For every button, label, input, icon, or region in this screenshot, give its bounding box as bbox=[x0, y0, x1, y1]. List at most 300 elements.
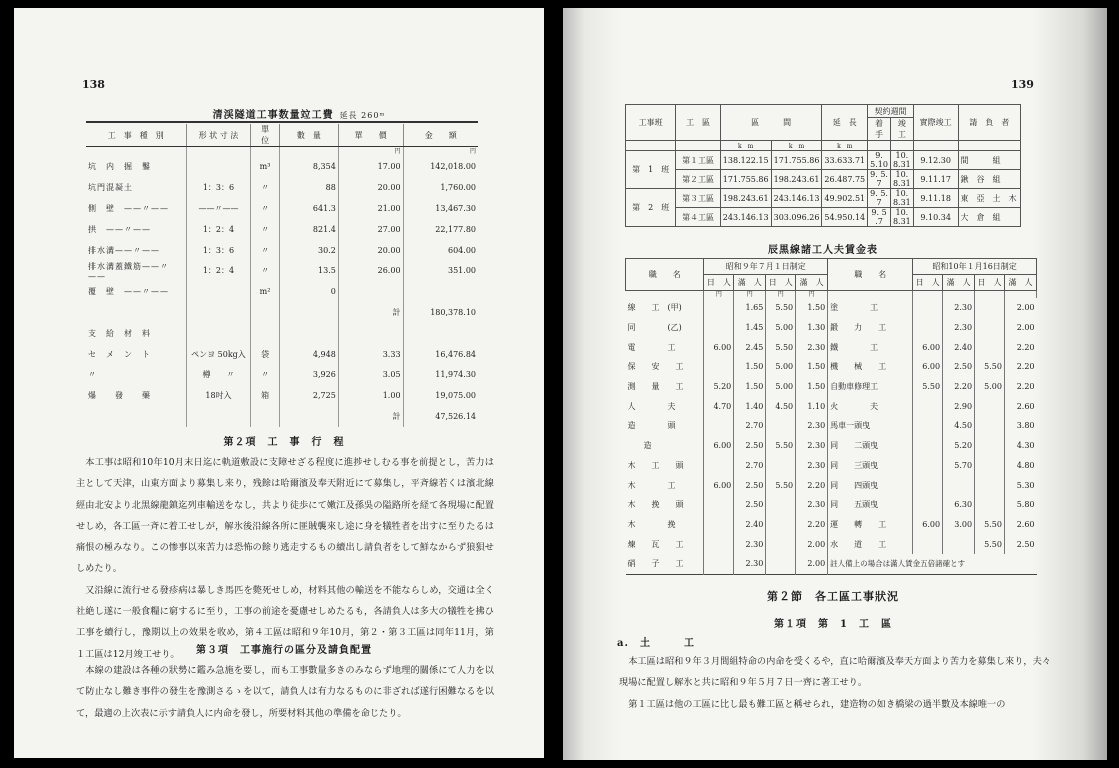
table-cell: 0 bbox=[279, 281, 338, 302]
table-cell bbox=[704, 495, 734, 515]
table-cell: 54.950.14 bbox=[822, 208, 868, 227]
header-cell: 滿 人 bbox=[943, 275, 975, 291]
t2-header-row bbox=[626, 259, 1037, 275]
header-cell: 日 人 bbox=[766, 275, 796, 291]
table-cell: 箱 bbox=[251, 385, 280, 406]
table-cell: 同 三頭曳 bbox=[828, 456, 913, 476]
table-cell: 第４工區 bbox=[676, 208, 720, 227]
header-cell: 工 區 bbox=[676, 105, 720, 141]
table-cell: 〃 bbox=[251, 177, 280, 198]
table-cell bbox=[704, 416, 734, 436]
table-cell: 3.33 bbox=[338, 344, 403, 365]
table-cell bbox=[704, 456, 734, 476]
unit-cell: k m bbox=[771, 141, 822, 151]
header-cell: 金 額 bbox=[403, 124, 478, 147]
subsection-title: 第１項 第 1 工 區 bbox=[774, 619, 892, 630]
table-cell: 2.50 bbox=[943, 357, 975, 377]
table-row bbox=[86, 219, 478, 240]
t1-row bbox=[626, 151, 1021, 170]
table-cell: 5.20 bbox=[704, 377, 734, 397]
header-cell: 昭和９年７月１日制定 bbox=[704, 259, 828, 275]
unit-cell bbox=[676, 141, 720, 151]
table-cell: 9.11.18 bbox=[913, 189, 958, 208]
unit-cell bbox=[913, 291, 943, 299]
table-cell: 2.40 bbox=[734, 515, 766, 535]
unit-cell bbox=[251, 147, 280, 157]
unit-cell bbox=[943, 291, 975, 299]
table-cell: 9. 5.10 bbox=[868, 151, 891, 170]
table-cell: 〃 bbox=[86, 364, 186, 385]
table-cell: 9. 5. 7 bbox=[868, 189, 891, 208]
table-cell: 2.00 bbox=[1016, 323, 1035, 333]
table-cell: 第２工區 bbox=[676, 170, 720, 189]
table-cell: 3.05 bbox=[338, 364, 403, 385]
table-cell: 1.40 bbox=[734, 396, 766, 416]
table-cell: 5.30 bbox=[1016, 480, 1035, 490]
section-2-body bbox=[76, 452, 494, 665]
table-cell bbox=[975, 416, 1005, 436]
table-cell: 排水溝蓋鐵筋——〃—— bbox=[86, 260, 186, 281]
unit-cell: k m bbox=[720, 141, 771, 151]
table-cell: 第３工區 bbox=[676, 189, 720, 208]
table-cell bbox=[913, 298, 943, 318]
table-cell bbox=[186, 157, 251, 178]
table-cell: 〃 bbox=[251, 219, 280, 240]
table-cell: 2.60 bbox=[1016, 519, 1035, 529]
table-cell: 2.30 bbox=[796, 495, 828, 515]
table-cell: ——〃—— bbox=[186, 198, 251, 219]
unit-cell bbox=[890, 141, 913, 151]
table-cell: 9.10.34 bbox=[913, 208, 958, 227]
table-cell: セ メ ン ト bbox=[86, 344, 186, 365]
table-cell: 2.20 bbox=[1016, 382, 1035, 392]
table-cell: 硝 子 工 bbox=[626, 554, 704, 574]
t2-row bbox=[626, 318, 1037, 338]
unit-cell bbox=[626, 141, 676, 151]
unit-cell bbox=[958, 141, 1020, 151]
section-2-title: 第２項 工 事 行 程 bbox=[223, 437, 345, 448]
header-cell: 滿 人 bbox=[1004, 275, 1036, 291]
header-cell: 工事班 bbox=[626, 105, 676, 141]
table-cell: 5.50 bbox=[975, 357, 1005, 377]
table-cell: 303.096.26 bbox=[771, 208, 822, 227]
table-cell: 支 給 材 料 bbox=[86, 323, 186, 344]
table-cell: 1.65 bbox=[734, 298, 766, 318]
table-cell: 運 轉 工 bbox=[828, 515, 913, 535]
table-cell: 6.30 bbox=[943, 495, 975, 515]
table-cell: 142,018.00 bbox=[430, 162, 476, 172]
table-cell: 同 四頭曳 bbox=[828, 475, 913, 495]
t2-row bbox=[626, 357, 1037, 377]
table-cell: 2.50 bbox=[734, 436, 766, 456]
table-cell: 間 組 bbox=[958, 151, 1020, 170]
table-row bbox=[86, 198, 478, 219]
table-cell: 9.11.17 bbox=[913, 170, 958, 189]
table-cell: 5.50 bbox=[766, 337, 796, 357]
table-cell bbox=[279, 323, 338, 344]
table-cell: 馬車一頭曳 bbox=[828, 416, 913, 436]
unit-cell: 円 bbox=[766, 291, 796, 299]
table-cell bbox=[766, 534, 796, 554]
t1-row bbox=[626, 189, 1021, 208]
table-cell bbox=[943, 475, 975, 495]
header-cell: 數 量 bbox=[279, 124, 338, 147]
table-cell bbox=[975, 337, 1005, 357]
table-row bbox=[86, 323, 478, 344]
table-cell bbox=[913, 534, 943, 554]
unit-cell bbox=[86, 147, 186, 157]
table-cell: 大 倉 組 bbox=[958, 208, 1020, 227]
t2-row bbox=[626, 515, 1037, 535]
table-cell: 6.00 bbox=[704, 337, 734, 357]
table-row bbox=[86, 344, 478, 365]
table-row bbox=[86, 385, 478, 406]
table-cell: 坑門混凝土 bbox=[86, 177, 186, 198]
table-cell: 線 工 (甲) bbox=[626, 298, 704, 318]
table-header-row bbox=[86, 124, 478, 147]
table-cell bbox=[279, 302, 338, 323]
table-cell: 16,476.84 bbox=[435, 349, 476, 359]
header-cell: 請 負 者 bbox=[958, 105, 1020, 141]
unit-cell: 円 bbox=[338, 147, 403, 157]
table-cell: 2.00 bbox=[796, 554, 828, 574]
table-cell: 2.70 bbox=[734, 456, 766, 476]
table-cell: 198.243.61 bbox=[720, 189, 771, 208]
table-cell: 木 挽 頭 bbox=[626, 495, 704, 515]
contractor-table bbox=[625, 104, 1021, 227]
table-cell: 2.30 bbox=[943, 318, 975, 338]
table-cell: 煉 瓦 工 bbox=[626, 534, 704, 554]
unit-cell: 円 bbox=[469, 147, 476, 155]
header-cell: 職 名 bbox=[626, 259, 704, 291]
table-cell: 拱 ——〃—— bbox=[86, 219, 186, 240]
table-cell: 604.00 bbox=[448, 245, 476, 255]
table-cell: 10. 8.31 bbox=[890, 208, 913, 227]
table-cell: 東 亞 土 木 bbox=[958, 189, 1020, 208]
table-cell: 2.30 bbox=[796, 456, 828, 476]
table-row bbox=[86, 281, 478, 302]
table-cell: 水 道 工 bbox=[828, 534, 913, 554]
chapter-title: 第２節 各工區工事狀況 bbox=[767, 590, 899, 603]
table-cell bbox=[975, 318, 1005, 338]
table-cell: 2.20 bbox=[943, 377, 975, 397]
table-cell: 10. 8.31 bbox=[890, 170, 913, 189]
table-cell: 2.45 bbox=[734, 337, 766, 357]
table-cell bbox=[279, 406, 338, 427]
table-cell: 2,725 bbox=[279, 385, 338, 406]
table-cell: 測 量 工 bbox=[626, 377, 704, 397]
unit-cell: 円 bbox=[704, 291, 734, 299]
table-cell: 9.12.30 bbox=[913, 151, 958, 170]
header-cell: 單 位 bbox=[251, 124, 280, 147]
table-cell: 5.20 bbox=[943, 436, 975, 456]
table-cell: 351.00 bbox=[448, 266, 476, 276]
table-cell: 電 工 bbox=[626, 337, 704, 357]
table-cell: 造 bbox=[626, 436, 704, 456]
table-row bbox=[86, 364, 478, 385]
table-cell: 5.50 bbox=[766, 436, 796, 456]
unit-cell bbox=[626, 291, 704, 299]
table-cell: 2.90 bbox=[943, 396, 975, 416]
table-cell bbox=[913, 475, 943, 495]
table-cell bbox=[913, 416, 943, 436]
table-cell bbox=[251, 406, 280, 427]
table-cell: 6.00 bbox=[704, 475, 734, 495]
table-cell: 5.00 bbox=[766, 377, 796, 397]
unit-cell bbox=[279, 147, 338, 157]
table-cell: 排水溝——〃—— bbox=[86, 240, 186, 261]
table-cell: 第１工區 bbox=[676, 151, 720, 170]
table-cell: 5.50 bbox=[766, 475, 796, 495]
table-cell: 鐵 工 bbox=[828, 337, 913, 357]
table-cell bbox=[704, 554, 734, 574]
table-cell: 〃 bbox=[251, 364, 280, 385]
table-cell bbox=[975, 456, 1005, 476]
table-cell: 5.50 bbox=[975, 515, 1005, 535]
unit-cell bbox=[868, 141, 891, 151]
table-cell bbox=[186, 302, 251, 323]
paragraph: 又沿線に流行せる發疹病は暴しき馬匹を斃死せしめ，材料其他の輸送を不能ならしめ，交通は全く社絶し遂に一般食糧に窮するに至り，工事の前途を憂慮せしめたるも，各請負人は多大の犠牲を拂ひ工事を續行し，豫期以上の效果を收め，第４工區は昭和９年10月，第２・第３工區は同年11月，第１工區は12月竣工せり。 bbox=[76, 584, 494, 660]
table-cell: 88 bbox=[279, 177, 338, 198]
table-cell: 覆 壁 ——〃—— bbox=[86, 281, 186, 302]
table-cell bbox=[943, 534, 975, 554]
table-cell: 保 安 工 bbox=[626, 357, 704, 377]
table-cell: 21.00 bbox=[338, 198, 403, 219]
header-cell: 日 人 bbox=[913, 275, 943, 291]
table-cell bbox=[704, 357, 734, 377]
table-cell: 17.00 bbox=[338, 157, 403, 178]
t1-header-row bbox=[626, 105, 1021, 118]
table-cell: 821.4 bbox=[279, 219, 338, 240]
table-cell: 〃 bbox=[251, 198, 280, 219]
table-cell: 6.00 bbox=[913, 337, 943, 357]
table-cell: 9. 5. 7 bbox=[868, 170, 891, 189]
table-cell: 27.00 bbox=[338, 219, 403, 240]
table-cell: 5.70 bbox=[943, 456, 975, 476]
table-cell: 4.50 bbox=[766, 396, 796, 416]
left-page bbox=[14, 8, 544, 758]
table-cell: 2.00 bbox=[1016, 303, 1035, 313]
table-cell bbox=[86, 406, 186, 427]
table-cell: 2.20 bbox=[1016, 362, 1035, 372]
table-cell: 5.00 bbox=[766, 357, 796, 377]
t2-row bbox=[626, 337, 1037, 357]
table-cell: 10. 8.31 bbox=[890, 189, 913, 208]
unit-cell: 円 bbox=[796, 291, 828, 299]
paragraph: 本工事は昭和10年10月末日迄に軌道敷設に支障せざる程度に進捗せしむる事を前提とし，苦力は主として天津，山東方面より募集し来り，残餘は哈爾濱及奉天附近にて募集し，平斉線若くは濱北線經由北安より北黒線龍鎮迄列車輸送をなし，共より徒歩にて嫩江及孫吳の隘路所を経て各現場に配置せしめ，各工區一斉に着工せしが，解氷後沿線各所に匪賊襲來し途に身を犠牲者を出すに至りたるは痛恨の極みなり。この惨事以來苦力は恐怖の餘り逃走するもの續出し請負者をして鮮なからず狼狽せしめたり。 bbox=[76, 457, 494, 575]
header-cell: 形 状 寸 法 bbox=[186, 124, 251, 147]
table-cell: 4.80 bbox=[1016, 460, 1035, 470]
wage-table bbox=[625, 258, 1037, 575]
table-cell: 5.00 bbox=[766, 318, 796, 338]
table-cell: 20.00 bbox=[338, 177, 403, 198]
paragraph: 第１工區は他の工區に比し最も難工區と稱せられ，建造物の如き橋梁の過半數及本線唯一の bbox=[628, 698, 1006, 710]
header-cell: 昭和10年１月16日制定 bbox=[913, 259, 1037, 275]
header-cell: 工 事 種 別 bbox=[86, 124, 186, 147]
header-cell: 滿 人 bbox=[734, 275, 766, 291]
paragraph: 本線の建設は各種の狀勢に鑑み急施を要し，而も工事數量多きのみならず地理的關係にて人力を以て防止なし難き事件の發生を豫測さるゝを以て，請負人は有力なるものに非ざれば遂行困難なるを以て，最適の上次表に示す請負人に内命を發し，所要材料其他の準備を命じたり。 bbox=[76, 665, 494, 719]
unit-cell bbox=[186, 147, 251, 157]
header-cell: 日 人 bbox=[704, 275, 734, 291]
table-cell: 4.70 bbox=[704, 396, 734, 416]
section-3-body bbox=[76, 660, 494, 724]
table-cell: 同 二頭曳 bbox=[828, 436, 913, 456]
table-cell: 2.50 bbox=[734, 475, 766, 495]
table-row bbox=[86, 406, 478, 427]
t2-row bbox=[626, 456, 1037, 476]
unit-cell bbox=[913, 141, 958, 151]
table-cell: 側 壁 ——〃—— bbox=[86, 198, 186, 219]
table-note: 註人備上の場合は滿人賃金五倍諸確とす bbox=[830, 559, 966, 569]
t2-row bbox=[626, 495, 1037, 515]
table-cell bbox=[186, 406, 251, 427]
table-cell: 198.243.61 bbox=[771, 170, 822, 189]
header-cell: 職 名 bbox=[828, 259, 913, 291]
table-cell: m² bbox=[251, 281, 280, 302]
table-cell: 2.40 bbox=[943, 337, 975, 357]
table-cell: 26.00 bbox=[338, 260, 403, 281]
table-cell: 33.633.71 bbox=[822, 151, 868, 170]
table-cell: 11,974.30 bbox=[435, 370, 476, 380]
table-cell: 火 夫 bbox=[828, 396, 913, 416]
table-cell: 20.00 bbox=[338, 240, 403, 261]
table-cell bbox=[251, 323, 280, 344]
table-cell: 6.00 bbox=[913, 515, 943, 535]
unit-cell bbox=[975, 291, 1005, 299]
table-cell bbox=[86, 302, 186, 323]
header-cell: 單 價 bbox=[338, 124, 403, 147]
table-cell: 138.122.15 bbox=[720, 151, 771, 170]
unit-cell bbox=[828, 291, 913, 299]
t2-row bbox=[626, 298, 1037, 318]
table-cell: 13.5 bbox=[279, 260, 338, 281]
header-cell: 着 手 bbox=[868, 118, 891, 141]
table-cell: 6.00 bbox=[913, 357, 943, 377]
table-cell: 計 bbox=[338, 406, 403, 427]
section-3-title: 第３項 工事施行の區分及請負配置 bbox=[196, 645, 372, 656]
table-cell: 第 2 班 bbox=[626, 189, 676, 227]
table-cell: 1.50 bbox=[796, 298, 828, 318]
table-cell: 2.60 bbox=[1016, 401, 1035, 411]
table-title bbox=[134, 106, 464, 121]
header-cell: 延 長 bbox=[822, 105, 868, 141]
table-cell: 2.30 bbox=[796, 337, 828, 357]
t1-unit-row bbox=[626, 141, 1021, 151]
table-cell: 塗 工 bbox=[828, 298, 913, 318]
table-cell bbox=[766, 495, 796, 515]
table-cell: 18吋入 bbox=[186, 385, 251, 406]
table-cell bbox=[704, 298, 734, 318]
table-cell: 2.20 bbox=[796, 475, 828, 495]
table-cell: 自動車修理工 bbox=[828, 377, 913, 397]
t2-row bbox=[626, 534, 1037, 554]
table-cell: 5.50 bbox=[975, 534, 1005, 554]
right-page bbox=[563, 8, 1107, 760]
table-cell: 5.50 bbox=[766, 298, 796, 318]
table-cell bbox=[403, 323, 478, 344]
table-cell: ペンヨ 50kg入 bbox=[186, 344, 251, 365]
table-cell: 1.50 bbox=[734, 357, 766, 377]
table-cell: 3.80 bbox=[1016, 421, 1035, 431]
table-cell bbox=[913, 436, 943, 456]
table-cell bbox=[975, 495, 1005, 515]
table-cell: 1：3：6 bbox=[186, 177, 251, 198]
unit-cell: k m bbox=[822, 141, 868, 151]
table-cell bbox=[975, 475, 1005, 495]
table-cell bbox=[766, 416, 796, 436]
wage-table-title: 辰黒線諸工人夫賃金表 bbox=[768, 245, 878, 256]
table-cell: 5.50 bbox=[913, 377, 943, 397]
table-cell bbox=[704, 318, 734, 338]
table-cell bbox=[338, 281, 403, 302]
page-number: 139 bbox=[1011, 78, 1034, 91]
table-cell bbox=[975, 436, 1005, 456]
t2-row bbox=[626, 554, 1037, 574]
table-cell: 10. 8.31 bbox=[890, 151, 913, 170]
table-title-text: 清渓隧道工事数量竝工費 bbox=[212, 110, 334, 121]
table-cell: 2.20 bbox=[796, 515, 828, 535]
table-cell: 1.10 bbox=[796, 396, 828, 416]
table-row bbox=[86, 157, 478, 178]
table-cell: 4,948 bbox=[279, 344, 338, 365]
table-cell: 6.00 bbox=[704, 436, 734, 456]
table-row bbox=[86, 240, 478, 261]
header-cell: 日 人 bbox=[975, 275, 1005, 291]
table-cell: 同 五頭曳 bbox=[828, 495, 913, 515]
table-cell: 171.755.86 bbox=[720, 170, 771, 189]
table-cell: 171.755.86 bbox=[771, 151, 822, 170]
table-cell bbox=[766, 456, 796, 476]
table-cell: 2.30 bbox=[734, 554, 766, 574]
table-row bbox=[86, 177, 478, 198]
table-cell: 爆 發 藥 bbox=[86, 385, 186, 406]
table-cell: 19,075.00 bbox=[435, 391, 476, 401]
t2-row bbox=[626, 377, 1037, 397]
paragraph: 本工區は昭和９年３月間組特命の内命を受くるや，直に哈爾濱及奉天方面より苦力を募集し來り，夫々現場に配置し解氷と共に昭和９年５月７日一齊に著工せり。 bbox=[619, 656, 1051, 689]
table-cell: 1.30 bbox=[796, 318, 828, 338]
item-label: a. 土 工 bbox=[617, 638, 695, 649]
header-cell: 滿 人 bbox=[796, 275, 828, 291]
table-cell bbox=[403, 281, 478, 302]
table-cell bbox=[975, 396, 1005, 416]
table-cell: 〃 bbox=[251, 240, 280, 261]
table-cell: 1.50 bbox=[734, 377, 766, 397]
table-cell: 鍛 力 工 bbox=[828, 318, 913, 338]
table-cell: 30.2 bbox=[279, 240, 338, 261]
table-cell: 2.00 bbox=[796, 534, 828, 554]
table-cell: 袋 bbox=[251, 344, 280, 365]
table-cell: 2.30 bbox=[734, 534, 766, 554]
table-cell bbox=[704, 515, 734, 535]
unit-cell bbox=[1004, 291, 1036, 299]
table-cell: 4.30 bbox=[1016, 441, 1035, 451]
table-cell: 第 1 班 bbox=[626, 151, 676, 189]
table-cell: 木 工 bbox=[626, 475, 704, 495]
unit-cell: 円 bbox=[734, 291, 766, 299]
table-cell bbox=[766, 515, 796, 535]
t2-row bbox=[626, 475, 1037, 495]
table-cell: 同 (乙) bbox=[626, 318, 704, 338]
quantity-cost-table bbox=[86, 124, 478, 427]
table-row bbox=[86, 302, 478, 323]
table-cell: 木 挽 bbox=[626, 515, 704, 535]
table-cell bbox=[186, 323, 251, 344]
table-cell bbox=[186, 281, 251, 302]
table-cell: 1,760.00 bbox=[440, 183, 476, 193]
table-cell: 22,177.80 bbox=[435, 224, 476, 234]
table-cell: 計 bbox=[338, 302, 403, 323]
t1-row bbox=[626, 208, 1021, 227]
